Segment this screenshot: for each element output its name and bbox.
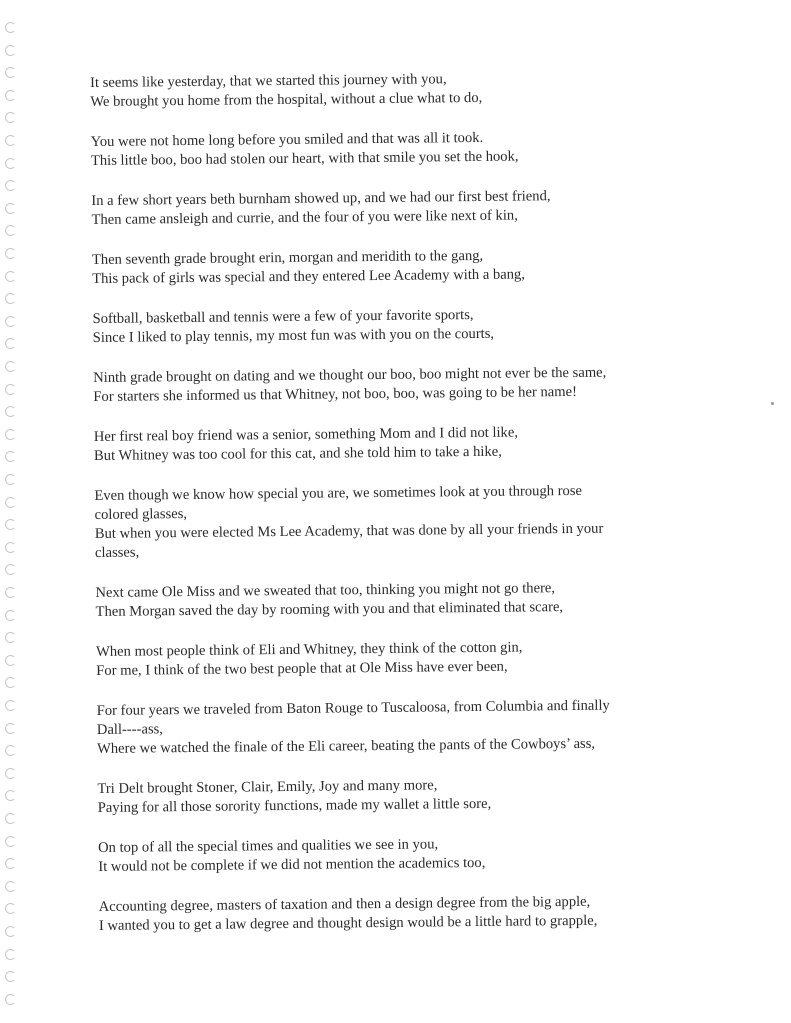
binder-hole [5,271,16,282]
poem-line: Even though we know how special you are, we sometimes look at you through rose [94,482,583,504]
stanza-7 [94,421,734,466]
stanza-1 [90,67,730,112]
binder-hole [5,768,16,779]
poem-line: Where we watched the finale of the Eli career, beating the pants of the Cowboys’ ass, [96,735,596,757]
poem-line: But when you were elected Ms Lee Academy, that was done by all your friends in your [94,520,604,542]
binder-hole [5,994,16,1005]
stanza-2 [91,126,731,171]
binder-hole [5,587,16,598]
binder-hole [5,813,16,824]
poem-line: Then Morgan saved the day by rooming with you and that eliminated that scare, [95,599,564,620]
binder-hole [5,903,16,914]
binder-hole [5,790,16,801]
binder-hole [5,180,16,191]
poem-line: Her first real boy friend was a senior, something Mom and I did not like, [93,424,519,445]
stanza-12 [97,773,737,818]
binder-hole [5,293,16,304]
binder-hole [5,384,16,395]
binder-hole [5,700,16,711]
binder-hole [5,632,16,643]
binder-hole [5,451,16,462]
stanza-6 [93,362,733,407]
poem-line: It seems like yesterday, that we started this journey with you, [90,71,447,91]
binder-hole [5,429,16,440]
poem-line: Then came ansleigh and currie, and the four of you were like next of kin, [91,207,518,228]
stanza-9 [95,577,735,622]
binder-hole [5,519,16,530]
scan-speck [771,402,774,405]
binder-hole [5,474,16,485]
binder-hole [5,881,16,892]
poem [90,67,739,936]
binder-hole [5,497,16,508]
binder-hole [5,90,16,101]
stanza-14 [99,891,739,936]
poem-line: Paying for all those sorority functions, made my wallet a little sore, [97,795,492,816]
poem-line: It would not be complete if we did not mention the academics too, [98,854,486,875]
binder-hole [5,361,16,372]
stanza-3 [91,185,731,230]
binder-hole [5,135,16,146]
binder-hole [5,949,16,960]
binder-hole [5,316,16,327]
poem-line: Softball, basketball and tennis were a few of your favorite sports, [92,306,474,327]
stanza-4 [92,244,732,289]
poem-line: Since I liked to play tennis, my most fun was with you on the courts, [92,325,495,346]
binder-hole [5,158,16,169]
poem-line: For me, I think of the two best people that at Ole Miss have ever been, [96,658,508,679]
binder-hole [5,248,16,259]
binder-hole [5,926,16,937]
poem-line: colored glasses, [94,506,188,523]
stanza-5 [92,303,732,348]
poem-line: Then seventh grade brought erin, morgan and meridith to the gang, [91,247,484,268]
poem-line: I wanted you to get a law degree and thought design would be a little hard to grapple, [98,912,598,934]
poem-line: This little boo, boo had stolen our heart, with that smile you set the hook, [90,148,519,169]
binder-holes [3,22,17,1012]
binder-hole [5,858,16,869]
binder-hole [5,406,16,417]
poem-line: But Whitney was too cool for this cat, and she told him to take a hike, [93,443,502,464]
poem-line: Tri Delt brought Stoner, Clair, Emily, Joy and many more, [97,777,438,797]
binder-hole [5,67,16,78]
stanza-10 [96,636,736,681]
poem-line: You were not home long before you smiled and that was all it took. [90,129,484,150]
poem-line: Ninth grade brought on dating and we thought our boo, boo might not ever be the same, [93,364,607,386]
binder-hole [5,338,16,349]
binder-hole [5,225,16,236]
binder-hole [5,564,16,575]
stanza-11 [97,695,738,759]
poem-line: This pack of girls was special and they entered Lee Academy with a bang, [92,266,526,287]
poem-line: Dall----ass, [96,721,164,738]
poem-line: For starters she informed us that Whitney, not boo, boo, was going to be her name! [93,383,577,405]
binder-hole [5,203,16,214]
binder-hole [5,22,16,33]
poem-line: For four years we traveled from Baton Rouge to Tuscaloosa, from Columbia and finally [96,697,610,719]
poem-line: We brought you home from the hospital, without a clue what to do, [90,89,483,110]
binder-hole [5,745,16,756]
binder-hole [5,610,16,621]
binder-hole [5,655,16,666]
binder-hole [5,542,16,553]
binder-hole [5,836,16,847]
stanza-8 [94,480,735,563]
binder-hole [5,971,16,982]
binder-hole [5,677,16,688]
poem-line: classes, [94,544,140,561]
poem-line: Accounting degree, masters of taxation and then a design degree from the big apple, [98,893,591,915]
poem-line: Next came Ole Miss and we sweated that too, thinking you might not go there, [95,580,556,601]
poem-line: In a few short years beth burnham showed up, and we had our first best friend, [91,188,551,209]
poem-line: On top of all the special times and qualities we see in you, [98,836,439,856]
binder-hole [5,112,16,123]
binder-hole [5,723,16,734]
poem-line: When most people think of Eli and Whitney, they think of the cotton gin, [95,639,523,660]
binder-hole [5,45,16,56]
